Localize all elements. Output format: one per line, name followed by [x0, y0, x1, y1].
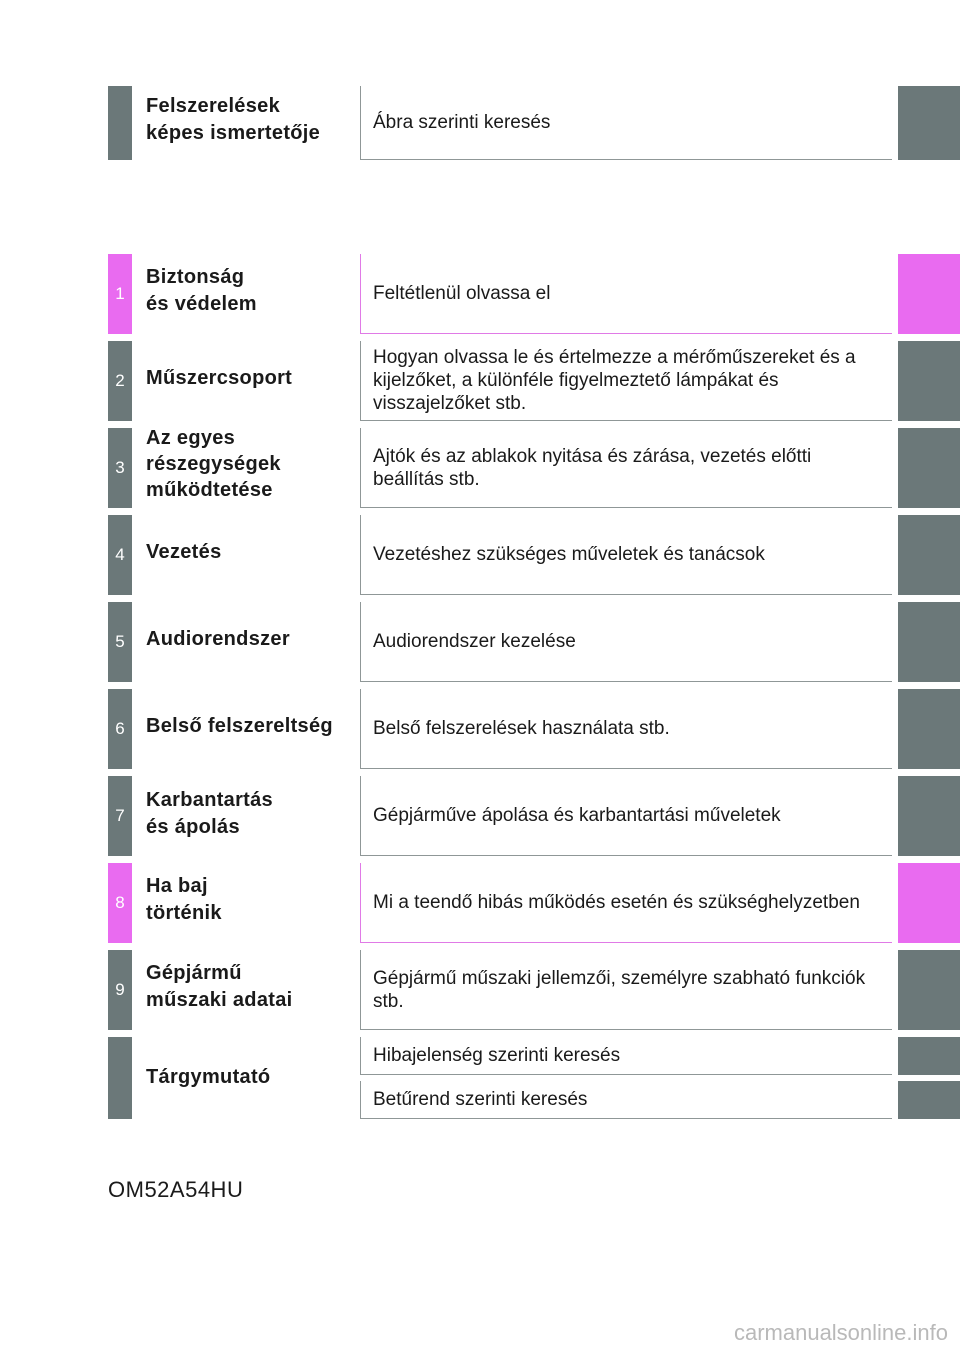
section-number: 2 — [108, 341, 132, 421]
section-number: 6 — [108, 689, 132, 769]
index-item-label[interactable]: Betűrend szerinti keresés — [360, 1081, 892, 1119]
section-title: Gépjármű műszaki adatai — [146, 962, 293, 1011]
section-number: 7 — [108, 776, 132, 856]
section-title: Belső felszereltség — [146, 715, 333, 737]
section-number: 9 — [108, 950, 132, 1030]
section-row-3[interactable] — [108, 428, 960, 508]
section-thumb-tab[interactable] — [898, 602, 960, 682]
header-row[interactable] — [108, 86, 960, 160]
section-desc[interactable]: Gépjármű műszaki jellemzői, személyre szabható funkciók stb. — [360, 950, 892, 1030]
index-title: Tárgymutató — [146, 1066, 271, 1088]
section-desc[interactable]: Audiorendszer kezelése — [360, 602, 892, 682]
section-row-4[interactable] — [108, 515, 960, 595]
section-thumb-tab[interactable] — [898, 428, 960, 508]
section-row-5[interactable] — [108, 602, 960, 682]
section-number: 3 — [108, 428, 132, 508]
index-thumb-tab[interactable] — [898, 1037, 960, 1075]
section-number: 4 — [108, 515, 132, 595]
section-row-6[interactable] — [108, 689, 960, 769]
section-row-9[interactable] — [108, 950, 960, 1030]
section-row-7[interactable] — [108, 776, 960, 856]
section-row-8[interactable] — [108, 863, 960, 943]
section-thumb-tab[interactable] — [898, 254, 960, 334]
index-row — [108, 1037, 960, 1119]
section-row-2[interactable] — [108, 341, 960, 421]
section-desc[interactable]: Mi a teendő hibás működés esetén és szükséghelyzetben — [360, 863, 892, 943]
section-title: Karbantartás és ápolás — [146, 789, 273, 838]
section-thumb-tab[interactable] — [898, 341, 960, 421]
section-thumb-tab[interactable] — [898, 689, 960, 769]
section-desc[interactable]: Feltétlenül olvassa el — [360, 254, 892, 334]
section-title: Vezetés — [146, 541, 222, 563]
section-number: 8 — [108, 863, 132, 943]
section-title: Műszercsoport — [146, 367, 293, 389]
index-thumb-tab[interactable] — [898, 1081, 960, 1119]
section-thumb-tab[interactable] — [898, 515, 960, 595]
index-item-fault[interactable] — [360, 1037, 960, 1075]
section-number: 1 — [108, 254, 132, 334]
section-thumb-tab[interactable] — [898, 950, 960, 1030]
section-desc[interactable]: Vezetéshez szükséges műveletek és tanácsok — [360, 515, 892, 595]
section-thumb-tab[interactable] — [898, 863, 960, 943]
section-title: Biztonság és védelem — [146, 266, 257, 315]
section-title: Az egyes részegységek működtetése — [146, 427, 281, 501]
index-tab-left — [108, 1037, 132, 1119]
section-desc[interactable]: Hogyan olvassa le és értelmezze a mérőműszereket és a kijelzőket, a különféle figyelmeztető lámpákat és visszajelzőket stb. — [360, 341, 892, 421]
section-row-1[interactable] — [108, 254, 960, 334]
watermark: carmanualsonline.info — [733, 1320, 948, 1345]
section-desc[interactable]: Belső felszerelések használata stb. — [360, 689, 892, 769]
section-desc[interactable]: Ajtók és az ablakok nyitása és zárása, vezetés előtti beállítás stb. — [360, 428, 892, 508]
header-tab-left — [108, 86, 132, 160]
header-title: Felszerelések képes ismertetője — [146, 95, 321, 144]
document-code: OM52A54HU — [108, 1177, 244, 1202]
index-item-alphabetical[interactable] — [360, 1081, 960, 1119]
index-item-label[interactable]: Hibajelenség szerinti keresés — [360, 1037, 892, 1075]
section-title: Audiorendszer — [146, 628, 290, 650]
header-desc[interactable]: Ábra szerinti keresés — [360, 86, 892, 160]
header-thumb-tab[interactable] — [898, 86, 960, 160]
section-desc[interactable]: Gépjárműve ápolása és karbantartási műveletek — [360, 776, 892, 856]
section-number: 5 — [108, 602, 132, 682]
section-title: Ha baj történik — [146, 875, 222, 924]
section-thumb-tab[interactable] — [898, 776, 960, 856]
